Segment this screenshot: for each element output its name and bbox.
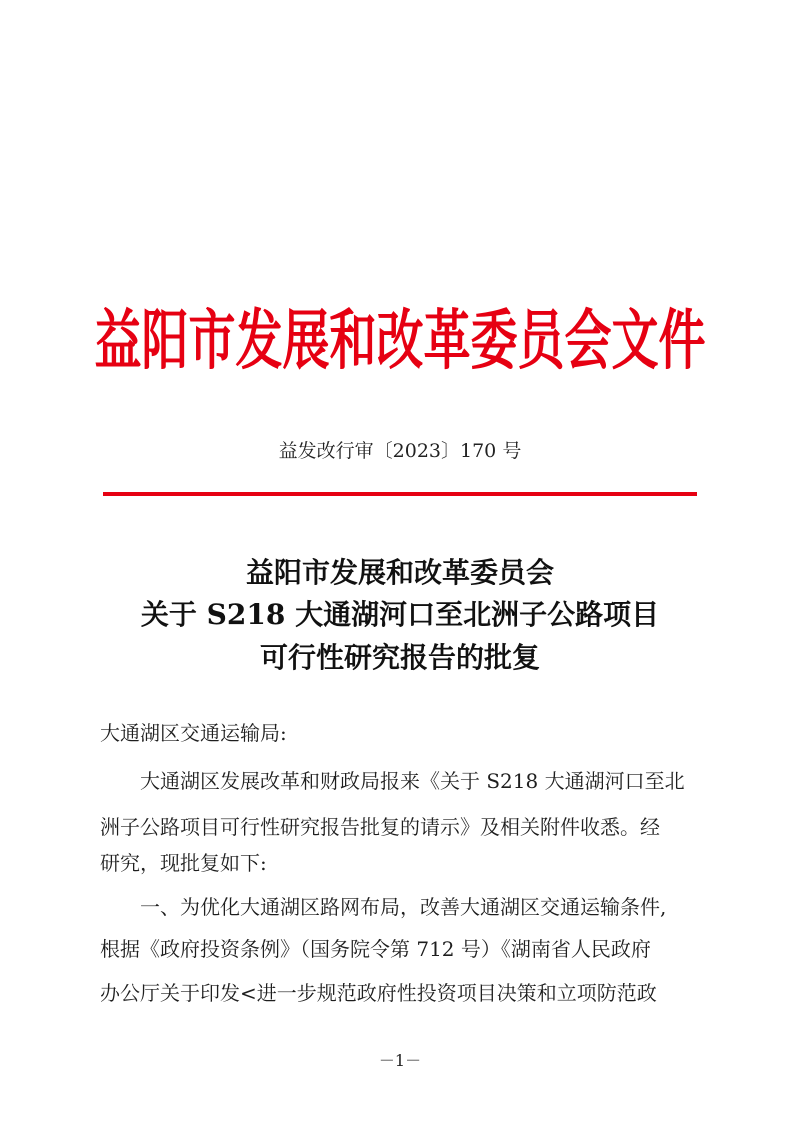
- page-number: －1－: [378, 1051, 422, 1070]
- title-line-3: 可行性研究报告的批复: [259, 641, 540, 674]
- body-line-5: 根据《政府投资条例》（国务院令第 712 号）《湖南省人民政府: [100, 937, 651, 961]
- title-line-2: 关于 S218 大通湖河口至北洲子公路项目: [140, 598, 660, 631]
- title-line-1: 益阳市发展和改革委员会: [245, 556, 554, 589]
- body-line-3: 研究，现批复如下:: [100, 851, 267, 875]
- body-line-6: 办公厅关于印发<进一步规范政府性投资项目决策和立项防范政: [100, 981, 657, 1005]
- body-line-4: 一、为优化大通湖区路网布局，改善大通湖区交通运输条件,: [140, 895, 667, 919]
- issuer-header: 益阳市发展和改革委员会文件: [94, 303, 706, 380]
- recipient: 大通湖区交通运输局:: [100, 721, 287, 745]
- document-number: 益发改行审〔2023〕170 号: [278, 440, 522, 462]
- red-separator-line: [103, 492, 697, 496]
- body-line-1: 大通湖区发展改革和财政局报来《关于 S218 大通湖河口至北: [140, 769, 685, 793]
- body-line-2: 洲子公路项目可行性研究报告批复的请示》及相关附件收悉。经: [100, 815, 660, 839]
